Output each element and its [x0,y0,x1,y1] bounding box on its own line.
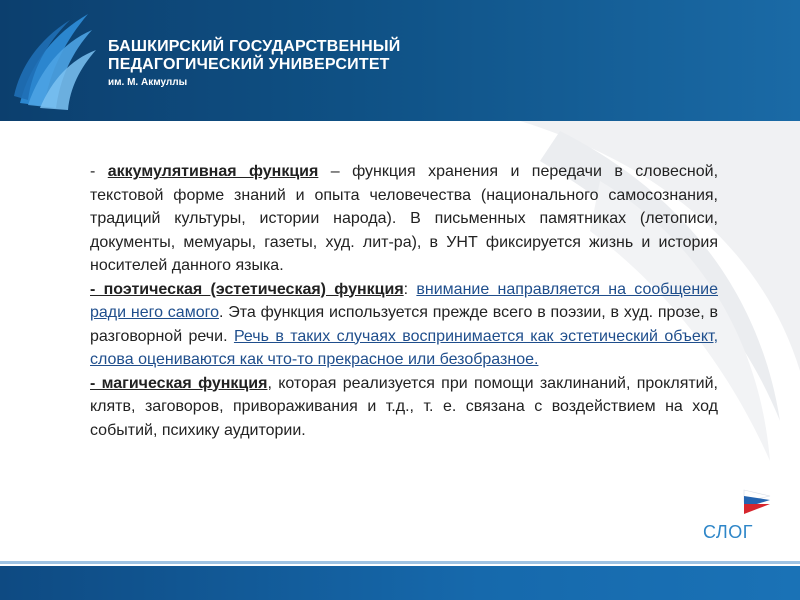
p2-colon: : [403,280,417,298]
p1-prefix: - [90,163,108,180]
term-poetic: - поэтическая (эстетическая) функция [90,280,404,298]
link-message-focus[interactable]: внимание направляется на сообщение ради него самого [90,280,718,321]
p3-text: , которая реализуется при помощи заклинаний, проклятий, клятв, заговоров, привораживания и т.д., т. е. связана с воздействием на ход событий, психику аудитории. [90,374,719,439]
footer-divider [0,561,800,564]
university-name-line2: ПЕДАГОГИЧЕСКИЙ УНИВЕРСИТЕТ [108,56,390,73]
russian-flag-icon [742,486,772,516]
slide-text [90,160,718,442]
term-accumulative: аккумулятивная функция [107,163,319,180]
university-name-line1: БАШКИРСКИЙ ГОСУДАРСТВЕННЫЙ [108,38,401,55]
header-banner [0,0,800,121]
paragraph-accumulative [90,160,718,278]
link-aesthetic-object[interactable]: Речь в таких случаях воспринимается как эстетический объект, слова оцениваются как что-то прекрасное или безобразное. [90,327,719,368]
university-name [108,38,400,90]
p1-text: – функция хранения и передачи в словесной, текстовой форме знаний и опыта человечества (национального самосознания, традиций культуры, истории народа). В письменных памятниках (летописи, документы, мемуары, газеты, худ. лит-ра), в УНТ фиксируется жизнь и история носителей данного языка. [90,163,719,274]
term-magical: - магическая функция [90,374,268,392]
paragraph-magical [90,372,718,443]
university-name-line3: им. М. Акмуллы [108,77,188,88]
bspu-wing-logo-icon [10,8,102,112]
footer-band [0,566,800,600]
paragraph-poetic [90,278,718,372]
p2-text: . Эта функция используется прежде всего в поэзии, в худ. прозе, в разговорной речи. [90,304,718,345]
slog-label: СЛОГ [703,522,753,542]
